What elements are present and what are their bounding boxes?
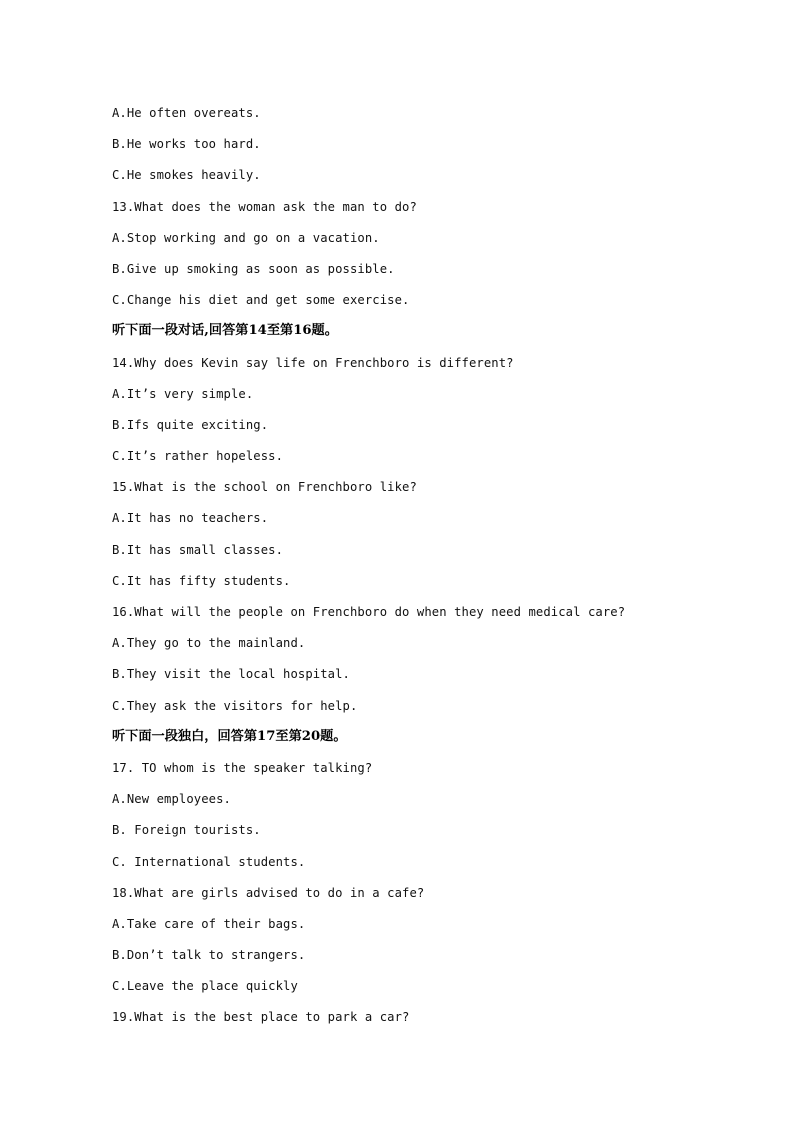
option-line: A.They go to the mainland. xyxy=(112,636,306,651)
question-line: 16.What will the people on Frenchboro do when they need medical care? xyxy=(112,605,626,619)
question-line: 19.What is the best place to park a car? xyxy=(112,1010,410,1025)
option-line: A.It has no teachers. xyxy=(112,511,269,526)
option-line: B. Foreign tourists. xyxy=(112,823,261,838)
option-line: C.He smokes heavily. xyxy=(112,168,261,183)
question-line: 15.What is the school on Frenchboro like? xyxy=(112,480,417,495)
option-line: B.It has small classes. xyxy=(112,542,284,557)
option-line: C.They ask the visitors for help. xyxy=(112,698,358,713)
question-line: 13.What does the woman ask the man to do? xyxy=(112,199,417,214)
option-line: A.New employees. xyxy=(112,792,231,807)
option-line: A.Take care of their bags. xyxy=(112,916,306,931)
question-line: 17. TO whom is the speaker talking? xyxy=(112,760,373,775)
option-line: B.Don’t talk to strangers. xyxy=(112,948,306,963)
option-line: B.Give up smoking as soon as possible. xyxy=(112,261,395,276)
option-line: C. International students. xyxy=(112,854,306,869)
option-line: B.He works too hard. xyxy=(112,137,261,152)
section-heading: 听下面一段对话,回答第14至第16题。 xyxy=(112,323,338,339)
option-line: C.Leave the place quickly xyxy=(112,979,298,994)
option-line: C.It’s rather hopeless. xyxy=(112,449,284,464)
option-line: A.He often overeats. xyxy=(112,106,261,120)
option-line: B.They visit the local hospital. xyxy=(112,667,350,682)
document-page xyxy=(112,104,752,1040)
option-line: A.It’s very simple. xyxy=(112,386,254,401)
option-line: B.Ifs quite exciting. xyxy=(112,417,269,432)
option-line: A.Stop working and go on a vacation. xyxy=(112,230,380,245)
option-line: C.Change his diet and get some exercise. xyxy=(112,293,410,308)
question-line: 14.Why does Kevin say life on Frenchboro is different? xyxy=(112,355,514,370)
question-line: 18.What are girls advised to do in a cafe? xyxy=(112,885,425,900)
section-heading: 听下面一段独白，回答第17至第20题。 xyxy=(112,728,347,744)
option-line: C.It has fifty students. xyxy=(112,573,291,588)
